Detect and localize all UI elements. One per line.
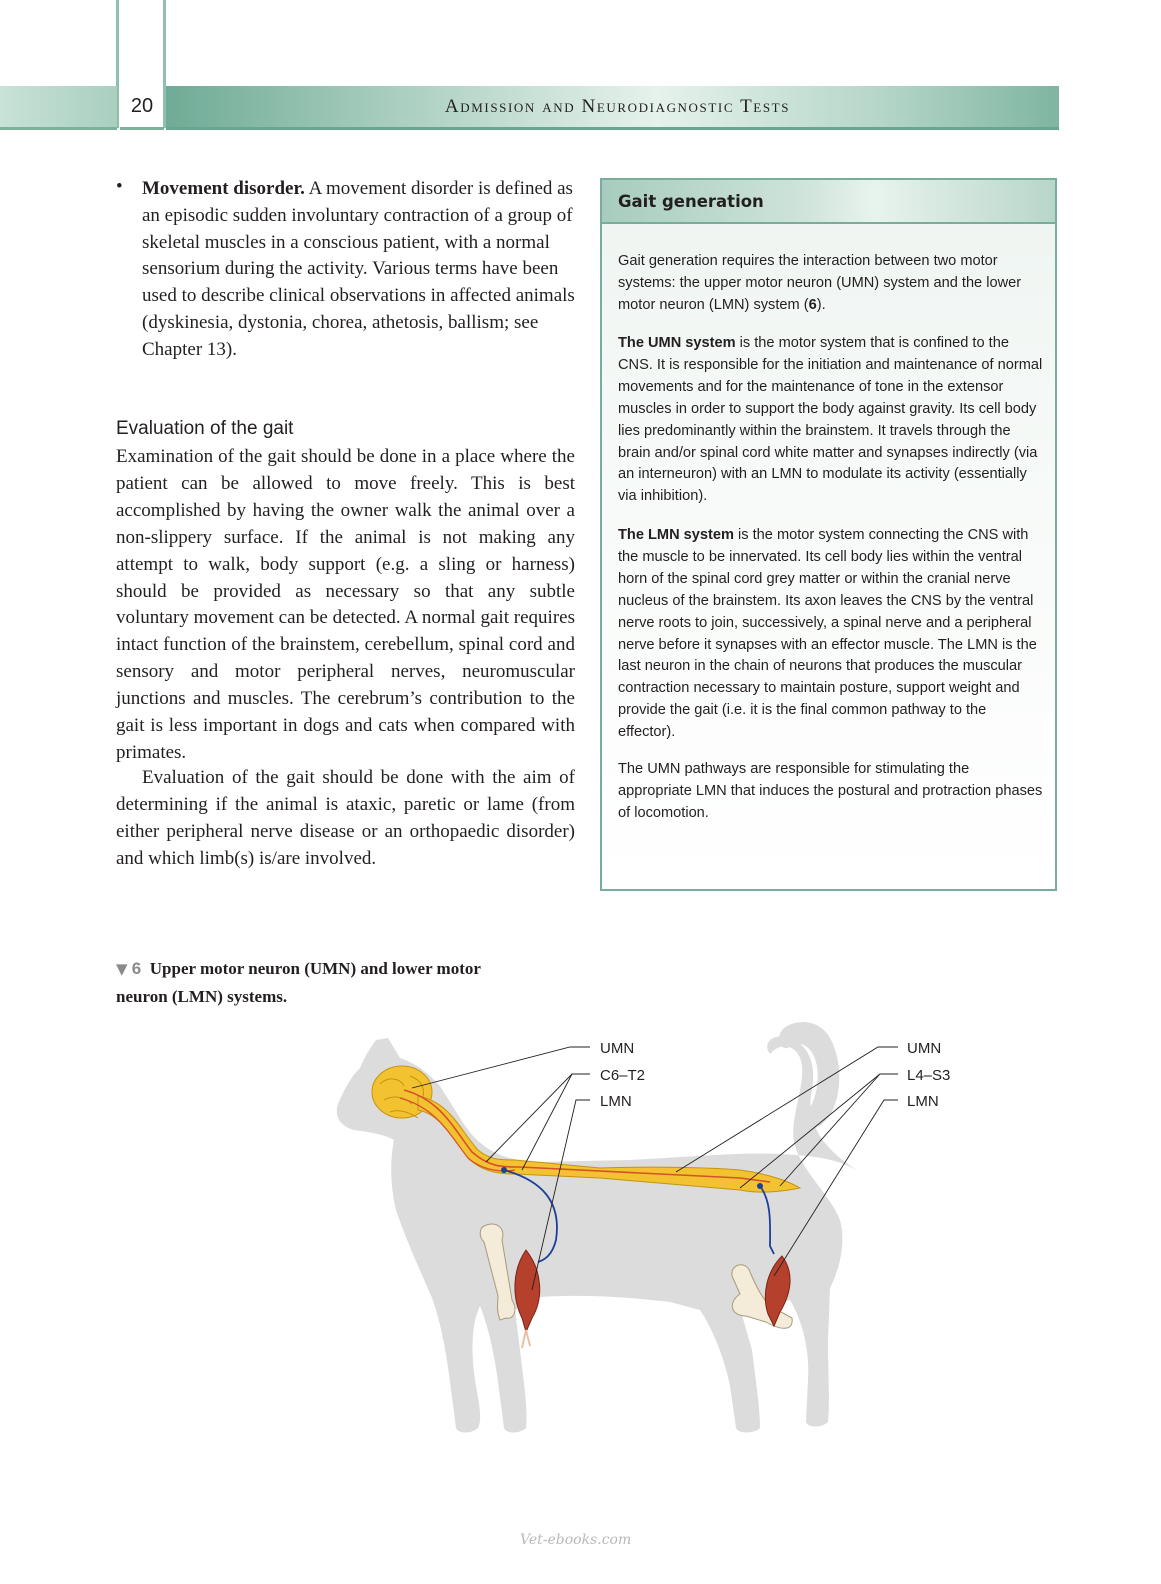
cat-neuron-illustration xyxy=(300,1010,1000,1450)
gait-paragraph-1: Examination of the gait should be done in a place where the patient can be allowed to move freely. This is best accomplished by having the owner walk the animal over a non-slippery surface. If the animal is not making any attempt to walk, body support (e.g. a sling or harness) should be provided as necessary so that any subtle voluntary movement can be detected. A normal gait requires intact function of the brainstem, cerebellum, spinal cord and sensory and motor peripheral nerves, neuromuscular junctions and muscles. The cerebrum’s contribution to the gait is less important in dogs and cats when compared with primates. xyxy=(116,446,575,763)
bullet-text xyxy=(142,176,576,364)
cell-body-thoracic xyxy=(501,1167,507,1173)
label-lmn-left: LMN xyxy=(600,1093,632,1110)
gait-generation-box xyxy=(600,178,1057,891)
box-paragraph-1 xyxy=(618,251,1044,317)
running-title: Admission and Neurodiagnostic Tests xyxy=(444,95,791,117)
movement-disorder-bullet xyxy=(116,176,576,364)
label-umn-right: UMN xyxy=(907,1040,942,1057)
box-paragraph-2 xyxy=(618,333,1044,508)
label-umn-left: UMN xyxy=(600,1040,635,1057)
box-p1-end: ). xyxy=(816,296,826,313)
header-band-left xyxy=(0,86,117,130)
figure-ref: 6 xyxy=(808,296,817,313)
forelimb-tendon xyxy=(522,1330,530,1348)
label-c6-t2: C6–T2 xyxy=(600,1067,646,1084)
watermark: Vet-ebooks.com xyxy=(520,1532,632,1548)
box-title: Gait generation xyxy=(602,180,1055,224)
figure-caption xyxy=(116,955,496,1010)
bullet-symbol: • xyxy=(116,176,123,197)
cell-body-lumbar xyxy=(757,1183,763,1189)
label-lmn-right: LMN xyxy=(907,1093,939,1110)
box-p1-text: Gait generation requires the interaction between two motor systems: the upper motor neuron (UMN) system and the lower motor neuron (LMN) system ( xyxy=(618,253,1022,313)
bullet-body: A movement disorder is defined as an episodic sudden involuntary contraction of a group of skeletal muscles in a conscious patient, with a normal sensorium during the activity. Various terms have been used to describe clinical observations in affected animals (dyskinesia, dystonia, chorea, athetosis, ballism; see Chapter 13). xyxy=(142,178,575,360)
umn-text: is the motor system that is confined to the CNS. It is responsible for the initiation and maintenance of normal movements and for the maintenance of tone in the extensor muscles in order to support the body against gravity. Its cell body lies predominantly within the brainstem. It travels through the brain and/or spinal cord white matter and synapses indirectly (via an interneuron) with an LMN to modulate its activity (essentially via inhibition). xyxy=(618,335,1043,505)
caption-marker: ▼ xyxy=(116,960,128,978)
box-paragraph-3 xyxy=(618,525,1044,744)
caption-text: Upper motor neuron (UMN) and lower motor neuron (LMN) systems. xyxy=(116,959,481,1006)
lmn-text: is the motor system connecting the CNS with the muscle to be innervated. Its cell body lies within the ventral horn of the spinal cord grey matter or within the cranial nerve nucleus of the brainstem. Its axon leaves the CNS by the ventral nerve roots to join, successively, a spinal nerve and a peripheral nerve before it synapses with an effector muscle. The LMN is the last neuron in the chain of neurons that produces the muscular contraction necessary to maintain posture, support weight and provide the gait (i.e. it is the final common pathway to the effector). xyxy=(618,527,1037,741)
bullet-lead: Movement disorder. xyxy=(142,178,305,199)
label-l4-s3: L4–S3 xyxy=(907,1067,951,1084)
umn-lead: The UMN system xyxy=(618,335,736,351)
gait-paragraph-2: Evaluation of the gait should be done with the aim of determining if the animal is ataxic, paretic or lame (from either peripheral nerve disease or an orthopaedic disorder) and which limb(s) is/are involved. xyxy=(116,767,575,869)
box-paragraph-4: The UMN pathways are responsible for stimulating the appropriate LMN that induces the postural and protraction phases of locomotion. xyxy=(618,761,1043,821)
lmn-lead: The LMN system xyxy=(618,527,734,543)
page-number: 20 xyxy=(120,86,164,130)
figure-number: 6 xyxy=(131,959,142,978)
running-header xyxy=(166,86,1059,130)
section-subheading: Evaluation of the gait xyxy=(116,418,294,439)
